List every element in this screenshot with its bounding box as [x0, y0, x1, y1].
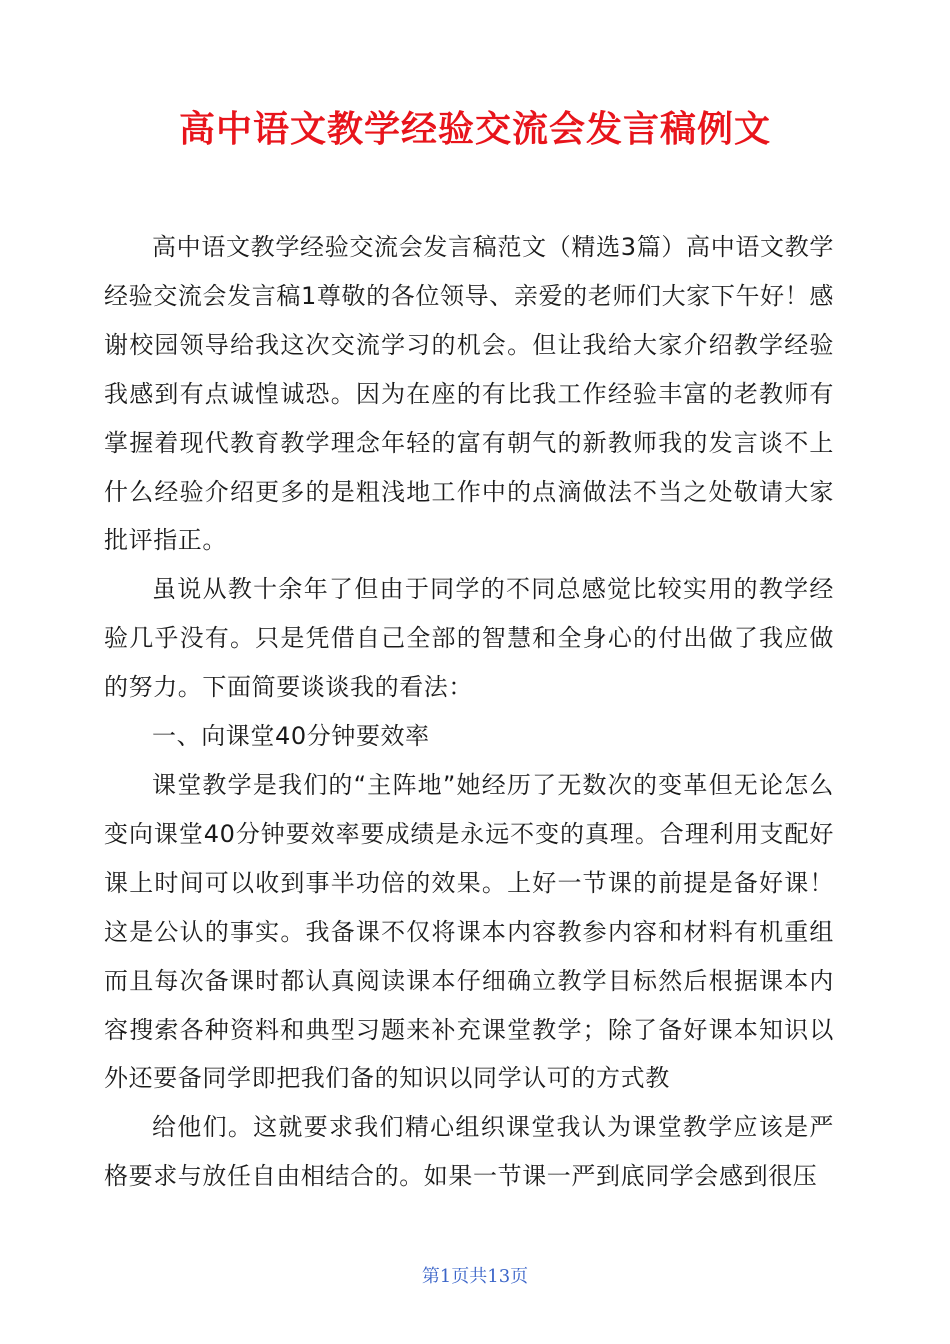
document-title: 高中语文教学经验交流会发言稿例文: [178, 109, 771, 150]
page-footer: 第1页共13页: [421, 1266, 529, 1287]
section-heading-1: 一、向课堂40分钟要效率: [152, 722, 430, 751]
paragraph-intro: 高中语文教学经验交流会发言稿范文（精选3篇）高中语文教学经验交流会发言稿1尊敬的各位领导、亲爱的老师们大家下午好！感谢校园领导给我这次交流学习的机会。但让我给大家介绍教学经验我感到有点诚惶诚恐。因为在座的有比我工作经验丰富的老教师有掌握着现代教育教学理念年轻的富有朝气的新教师我的发言谈不上什么经验介绍更多的是粗浅地工作中的点滴做法不当之处敬请大家批评指正。: [104, 233, 834, 555]
paragraph-experience: 虽说从教十余年了但由于同学的不同总感觉比较实用的教学经验几乎没有。只是凭借自己全部的智慧和全身心的付出做了我应做的努力。下面简要谈谈我的看法：: [104, 575, 834, 702]
paragraph-continuation: 给他们。这就要求我们精心组织课堂我认为课堂教学应该是严格要求与放任自由相结合的。如果一节课一严到底同学会感到很压: [104, 1113, 834, 1191]
document-body: [104, 223, 834, 1201]
paragraph-classroom: 课堂教学是我们的“主阵地”她经历了无数次的变革但无论怎么变向课堂40分钟要效率要成绩是永远不变的真理。合理利用支配好课上时间可以收到事半功倍的效果。上好一节课的前提是备好课！这是公认的事实。我备课不仅将课本内容教参内容和材料有机重组而且每次备课时都认真阅读课本仔细确立教学目标然后根据课本内容搜索各种资料和典型习题来补充课堂教学；除了备好课本知识以外还要备同学即把我们备的知识以同学认可的方式教: [104, 770, 834, 1093]
